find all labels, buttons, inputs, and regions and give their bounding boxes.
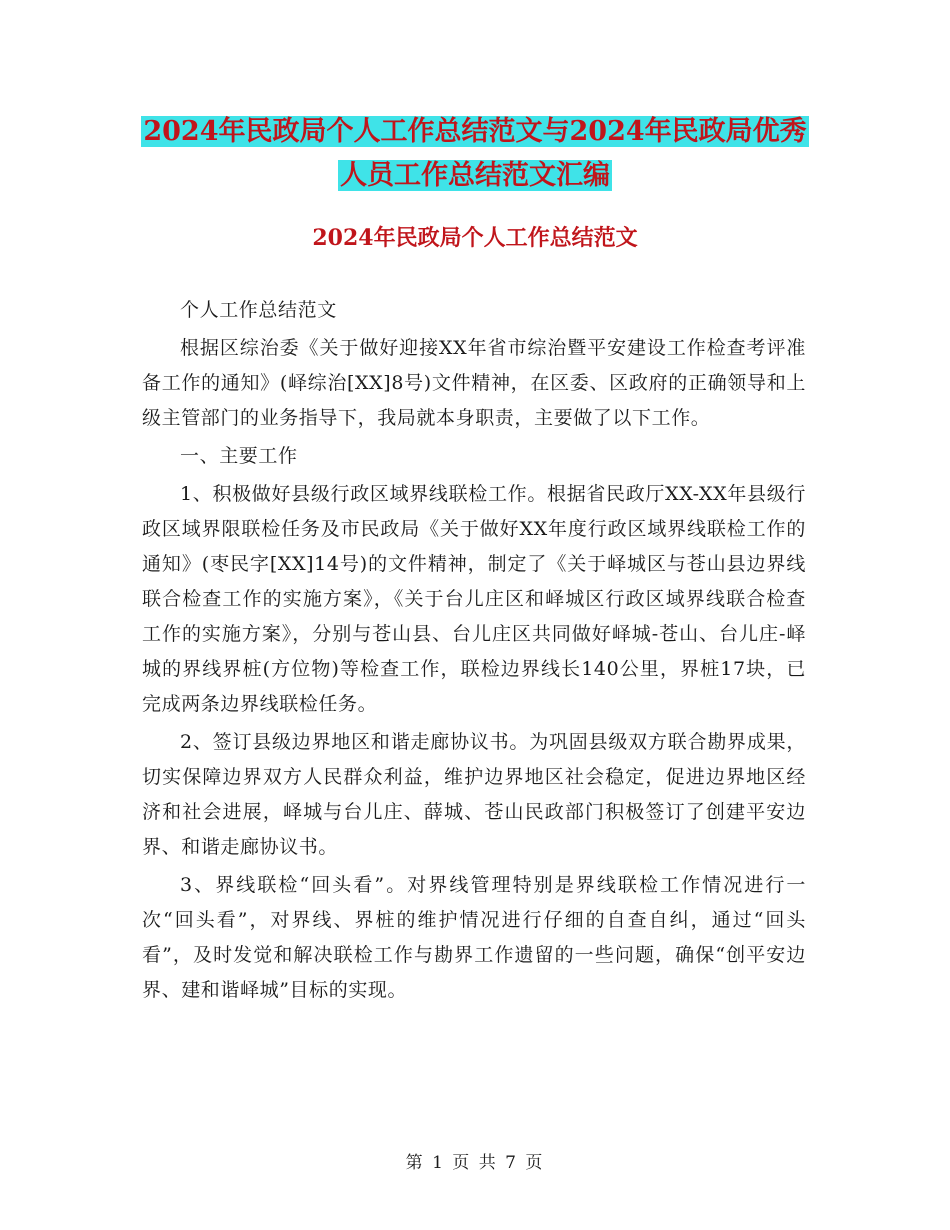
paragraph: 3、界线联检“回头看”。对界线管理特别是界线联检工作情况进行一次“回头看”，对界线、界桩的维护情况进行仔细的自查自纠，通过“回头看”，及时发觉和解决联检工作与勘界工作遗留的一些问题，确保“创平安边界、建和谐峄城”目标的实现。 — [142, 874, 806, 1001]
document-body — [142, 293, 806, 1011]
paragraph: 一、主要工作 — [180, 445, 298, 467]
paragraph: 1、积极做好县级行政区域界线联检工作。根据省民政厅XX-XX年县级行政区域界限联检任务及市民政局《关于做好XX年度行政区域界线联检工作的通知》(枣民字[XX]14号)的文件精神，制定了《关于峄城区与苍山县边界线联合检查工作的实施方案》，《关于台儿庄区和峄城区行政区域界线联合检查工作的实施方案》，分别与苍山县、台儿庄区共同做好峄城-苍山、台儿庄-峄城的界线界桩(方位物)等检查工作，联检边界线长140公里，界桩17块，已完成两条边界线联检任务。 — [142, 483, 806, 715]
title-highlight: 人员工作总结范文汇编 — [340, 160, 610, 191]
page-footer: 第 1 页 共 7 页 — [405, 1153, 545, 1173]
paragraph: 根据区综治委《关于做好迎接XX年省市综治暨平安建设工作检查考评准备工作的通知》(峄综治[XX]8号)文件精神，在区委、区政府的正确领导和上级主管部门的业务指导下，我局就本身职责，主要做了以下工作。 — [142, 337, 806, 429]
title-highlight: 2024年民政局个人工作总结范文与2024年民政局优秀 — [143, 116, 807, 147]
document-title-line-1 — [0, 112, 950, 152]
paragraph: 个人工作总结范文 — [180, 299, 337, 321]
paragraph: 2、签订县级边界地区和谐走廊协议书。为巩固县级双方联合勘界成果，切实保障边界双方人民群众利益，维护边界地区社会稳定，促进边界地区经济和社会进展，峄城与台儿庄、薛城、苍山民政部门积极签订了创建平安边界、和谐走廊协议书。 — [142, 731, 806, 858]
document-title-line-2 — [0, 156, 950, 196]
section-title: 2024年民政局个人工作总结范文 — [312, 225, 638, 251]
